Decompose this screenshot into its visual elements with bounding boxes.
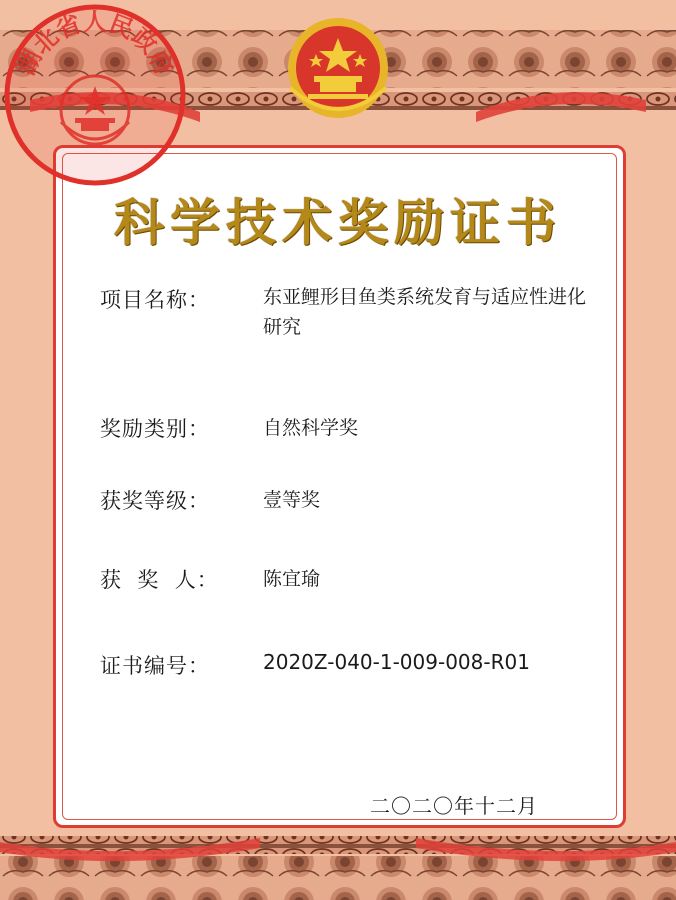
national-emblem-icon bbox=[288, 18, 388, 118]
award-category-value: 自然科学奖 bbox=[263, 417, 359, 439]
award-category-label: 奖励类别： bbox=[100, 417, 210, 441]
seal-text: 湖北省人民政府 bbox=[10, 7, 180, 80]
winner-label: 获 奖 人： bbox=[100, 568, 219, 592]
issue-date: 二〇二〇年十二月 bbox=[370, 794, 538, 818]
project-name-value: 东亚鲤形目鱼类系统发育与适应性进化研究 bbox=[263, 286, 587, 338]
project-name-label: 项目名称： bbox=[100, 288, 210, 312]
official-seal bbox=[0, 0, 190, 190]
certificate-title: 科学技术奖励证书 bbox=[114, 193, 562, 252]
award-level-value: 壹等奖 bbox=[263, 489, 321, 511]
bottom-flower-band bbox=[0, 856, 676, 900]
winner-value: 陈宜瑜 bbox=[263, 568, 321, 590]
award-level-label: 获奖等级： bbox=[100, 489, 210, 513]
certificate-number-label: 证书编号： bbox=[100, 654, 210, 678]
certificate-number-value: 2020Z-040-1-009-008-R01 bbox=[263, 650, 530, 674]
